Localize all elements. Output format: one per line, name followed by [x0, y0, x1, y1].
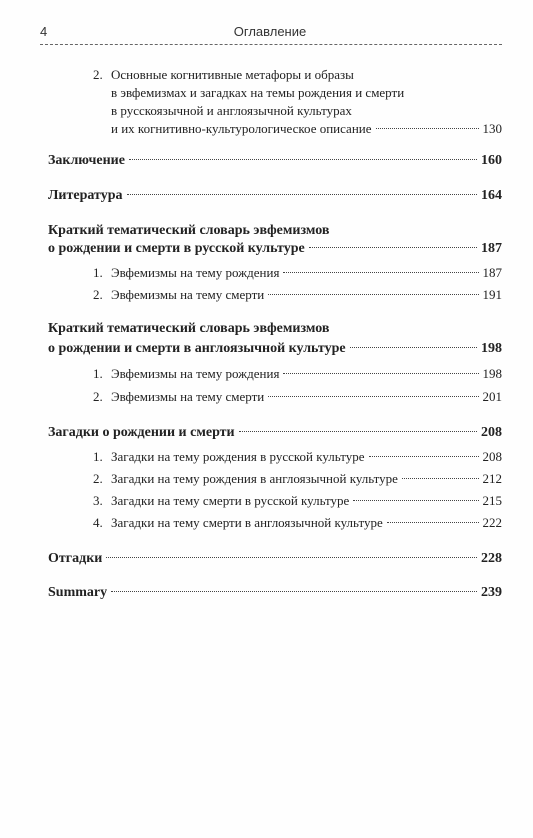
toc-entry-conclusion[interactable] [48, 152, 502, 170]
toc-entry-text: Основные когнитивные метафоры и образы [111, 67, 354, 82]
toc-entry-literature[interactable] [48, 187, 502, 205]
toc-page-number: 208 [482, 449, 502, 464]
toc-entry-number: 1. [93, 265, 103, 280]
toc-entry-number: 1. [93, 366, 103, 381]
toc-subentry[interactable] [93, 448, 502, 466]
dot-leader [127, 194, 478, 195]
toc-subentry[interactable] [93, 470, 502, 488]
dot-leader [239, 431, 477, 432]
toc-entry-text: Загадки на тему рождения в русской культуре [111, 449, 365, 464]
toc-entry-intro-line-2: в эвфемизмах и загадках на темы рождения и смерти [111, 85, 405, 100]
toc-page-number: 191 [482, 287, 502, 302]
toc-entry-title: Заключение [48, 153, 125, 168]
dot-leader [268, 294, 478, 295]
toc-subentry[interactable] [93, 514, 502, 532]
toc-page-number: 228 [481, 551, 502, 566]
toc-entry-number: 3. [93, 493, 103, 508]
dot-leader [106, 557, 477, 558]
dot-leader [111, 591, 477, 592]
toc-entry-text: Загадки на тему смерти в англоязычной культуре [111, 515, 383, 530]
toc-page-number: 201 [482, 389, 502, 404]
running-title: Оглавление [233, 24, 307, 39]
toc-subentry[interactable] [93, 286, 502, 304]
toc-entry-title: Summary [48, 585, 108, 600]
toc-entry-riddles[interactable] [48, 424, 502, 442]
toc-entry-title: Литература [48, 188, 123, 203]
toc-entry-number: 2. [93, 389, 103, 404]
toc-entry-text: Эвфемизмы на тему рождения [111, 366, 280, 381]
toc-entry-number: 4. [93, 515, 103, 530]
toc-page-number: 130 [482, 121, 502, 136]
toc-page-number: 222 [482, 515, 502, 530]
toc-entry-number: 2. [93, 67, 103, 82]
toc-entry-text: Эвфемизмы на тему рождения [111, 265, 280, 280]
toc-entry-text: Эвфемизмы на тему смерти [111, 389, 265, 404]
toc-entry-number: 2. [93, 287, 103, 302]
toc-page-number: 160 [481, 153, 502, 168]
dot-leader [376, 128, 479, 129]
toc-entry-number: 1. [93, 449, 103, 464]
dot-leader [369, 456, 479, 457]
toc-entry-title: о рождении и смерти в англоязычной культуре [48, 341, 346, 356]
toc-entry-number: 2. [93, 471, 103, 486]
dot-leader [268, 396, 478, 397]
toc-entry-intro-line-4[interactable] [111, 120, 502, 138]
toc-entry-title: Загадки о рождении и смерти [48, 425, 235, 440]
toc-entry-dict-ru[interactable] [48, 240, 502, 258]
toc-subentry[interactable] [93, 492, 502, 510]
dot-leader [350, 347, 477, 348]
toc-entry-intro-line-1 [93, 66, 354, 84]
toc-entry-title: Отгадки [48, 551, 103, 566]
page-header [40, 24, 500, 46]
toc-entry-intro-line-3: в русскоязычной и англоязычной культурах [111, 103, 352, 118]
toc-entry-dict-ru-line-1: Краткий тематический словарь эвфемизмов [48, 223, 330, 238]
toc-page-number: 208 [481, 425, 502, 440]
toc-subentry[interactable] [93, 264, 502, 282]
toc-entry-dict-en-line-1: Краткий тематический словарь эвфемизмов [48, 321, 330, 336]
toc-entry-answers[interactable] [48, 550, 502, 568]
dot-leader [283, 272, 478, 273]
page-number: 4 [40, 24, 48, 39]
toc-page-number: 187 [482, 265, 502, 280]
toc-page-number: 198 [481, 341, 502, 356]
toc-entry-summary[interactable] [48, 584, 502, 602]
toc-page-number: 215 [482, 493, 502, 508]
toc-page-number: 239 [481, 585, 502, 600]
dot-leader [283, 373, 478, 374]
toc-entry-text: Загадки на тему рождения в англоязычной культуре [111, 471, 398, 486]
toc-page-number: 212 [482, 471, 502, 486]
toc-subentry[interactable] [93, 365, 502, 383]
dot-leader [387, 522, 479, 523]
toc-entry-text: Эвфемизмы на тему смерти [111, 287, 265, 302]
toc-page-number: 198 [482, 366, 502, 381]
dot-leader [402, 478, 479, 479]
dot-leader [353, 500, 478, 501]
toc-entry-dict-en[interactable] [48, 340, 502, 358]
toc-subentry[interactable] [93, 388, 502, 406]
toc-page-number: 187 [481, 241, 502, 256]
dot-leader [129, 159, 477, 160]
toc-entry-text: и их когнитивно-культурологическое описание [111, 121, 372, 136]
toc-page-number: 164 [481, 188, 502, 203]
toc-entry-text: Загадки на тему смерти в русской культуре [111, 493, 350, 508]
header-rule [40, 44, 502, 46]
dot-leader [309, 247, 477, 248]
toc-entry-title: о рождении и смерти в русской культуре [48, 241, 305, 256]
